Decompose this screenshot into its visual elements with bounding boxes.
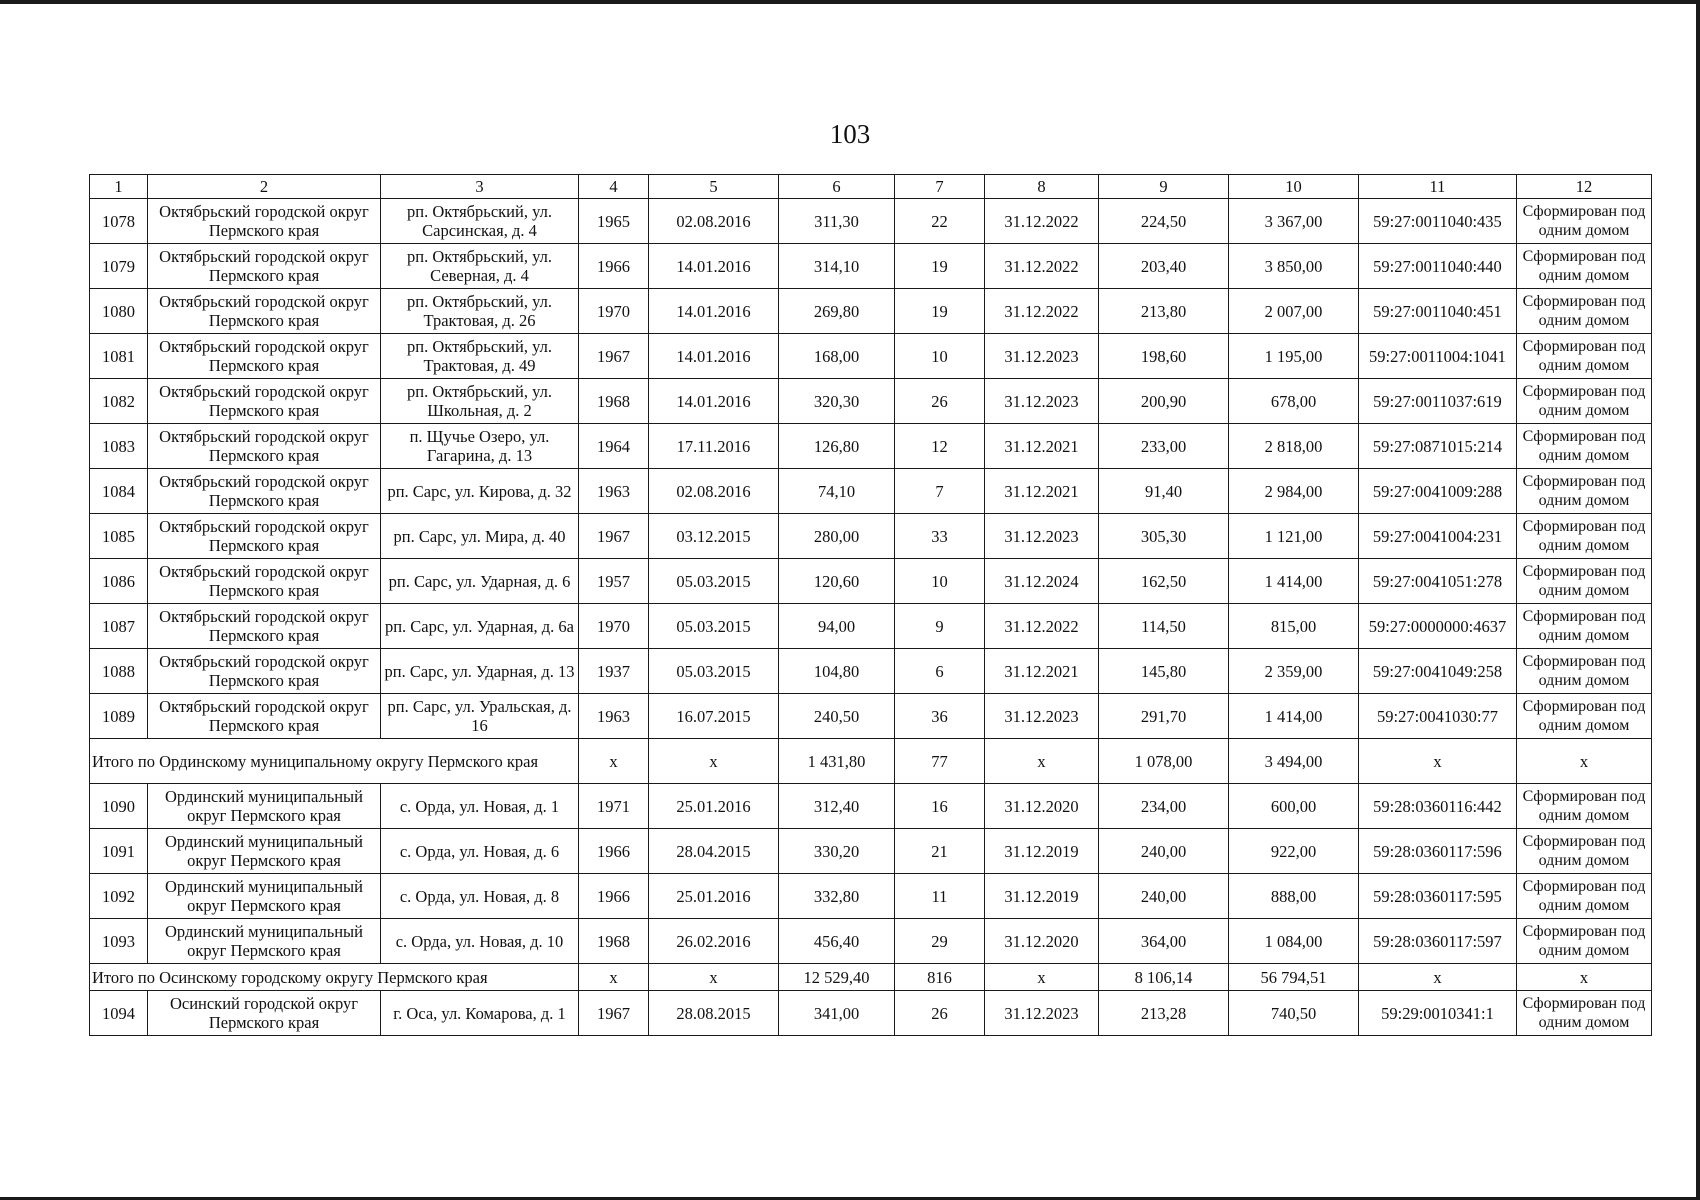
cell-address: рп. Сарс, ул. Мира, д. 40 xyxy=(381,514,579,559)
cell-land-area: 364,00 xyxy=(1099,919,1229,964)
cell-date: 05.03.2015 xyxy=(649,559,779,604)
cell-build-year: 1968 xyxy=(579,919,649,964)
cell-status: Сформирован под одним домом xyxy=(1517,199,1652,244)
cell-status: Сформирован под одним домом xyxy=(1517,649,1652,694)
cell-deadline: 31.12.2024 xyxy=(985,559,1099,604)
cell-land-area: 233,00 xyxy=(1099,424,1229,469)
cell-land-area: 305,30 xyxy=(1099,514,1229,559)
cell-cost: 1 414,00 xyxy=(1229,559,1359,604)
table-row xyxy=(90,874,1652,919)
column-header-1: 1 xyxy=(90,175,148,199)
subtotal-label: Итого по Осинскому городскому округу Пермского края xyxy=(90,964,579,991)
cell-cadastral-number: 59:27:0011037:619 xyxy=(1359,379,1517,424)
cell-municipality: Октябрьский городской округ Пермского края xyxy=(148,424,381,469)
cell-address: рп. Октябрьский, ул. Сарсинская, д. 4 xyxy=(381,199,579,244)
cell-date: 14.01.2016 xyxy=(649,289,779,334)
cell-municipality: Октябрьский городской округ Пермского края xyxy=(148,289,381,334)
cell-cost: 815,00 xyxy=(1229,604,1359,649)
cell-address: рп. Октябрьский, ул. Северная, д. 4 xyxy=(381,244,579,289)
cell-build-year: 1966 xyxy=(579,829,649,874)
cell-address: с. Орда, ул. Новая, д. 1 xyxy=(381,784,579,829)
cell-land-area: 291,70 xyxy=(1099,694,1229,739)
cell-land-area: 213,80 xyxy=(1099,289,1229,334)
cell-deadline: 31.12.2023 xyxy=(985,514,1099,559)
cell-deadline: 31.12.2021 xyxy=(985,469,1099,514)
subtotal-build-year: х xyxy=(579,964,649,991)
cell-residents: 16 xyxy=(895,784,985,829)
cell-municipality: Октябрьский городской округ Пермского края xyxy=(148,244,381,289)
table-row xyxy=(90,919,1652,964)
subtotal-status: х xyxy=(1517,964,1652,991)
cell-deadline: 31.12.2022 xyxy=(985,244,1099,289)
cell-date: 14.01.2016 xyxy=(649,244,779,289)
table-row xyxy=(90,649,1652,694)
cell-cost: 1 195,00 xyxy=(1229,334,1359,379)
cell-cadastral-number: 59:29:0010341:1 xyxy=(1359,991,1517,1036)
scan-border-right xyxy=(1696,0,1700,1200)
cell-build-year: 1967 xyxy=(579,991,649,1036)
column-header-2: 2 xyxy=(148,175,381,199)
table-row xyxy=(90,424,1652,469)
table-body xyxy=(90,175,1652,1036)
subtotal-label: Итого по Ординскому муниципальному округу Пермского края xyxy=(90,739,579,784)
cell-build-year: 1966 xyxy=(579,244,649,289)
cell-deadline: 31.12.2023 xyxy=(985,694,1099,739)
cell-row-number: 1087 xyxy=(90,604,148,649)
subtotal-status: х xyxy=(1517,739,1652,784)
cell-date: 02.08.2016 xyxy=(649,199,779,244)
cell-residents: 22 xyxy=(895,199,985,244)
cell-status: Сформирован под одним домом xyxy=(1517,829,1652,874)
cell-row-number: 1080 xyxy=(90,289,148,334)
cell-cadastral-number: 59:27:0041030:77 xyxy=(1359,694,1517,739)
cell-status: Сформирован под одним домом xyxy=(1517,289,1652,334)
cell-area: 74,10 xyxy=(779,469,895,514)
cell-cost: 600,00 xyxy=(1229,784,1359,829)
cell-land-area: 203,40 xyxy=(1099,244,1229,289)
subtotal-residents: 816 xyxy=(895,964,985,991)
column-header-6: 6 xyxy=(779,175,895,199)
column-header-10: 10 xyxy=(1229,175,1359,199)
subtotal-row xyxy=(90,739,1652,784)
column-header-9: 9 xyxy=(1099,175,1229,199)
cell-cadastral-number: 59:27:0011040:435 xyxy=(1359,199,1517,244)
cell-status: Сформирован под одним домом xyxy=(1517,784,1652,829)
cell-deadline: 31.12.2020 xyxy=(985,784,1099,829)
table-row xyxy=(90,784,1652,829)
cell-municipality: Октябрьский городской округ Пермского края xyxy=(148,379,381,424)
cell-cadastral-number: 59:28:0360117:596 xyxy=(1359,829,1517,874)
cell-area: 341,00 xyxy=(779,991,895,1036)
cell-residents: 7 xyxy=(895,469,985,514)
cell-row-number: 1079 xyxy=(90,244,148,289)
cell-date: 14.01.2016 xyxy=(649,379,779,424)
cell-deadline: 31.12.2022 xyxy=(985,289,1099,334)
cell-deadline: 31.12.2021 xyxy=(985,424,1099,469)
header-row xyxy=(90,175,1652,199)
cell-residents: 19 xyxy=(895,289,985,334)
cell-status: Сформирован под одним домом xyxy=(1517,514,1652,559)
cell-municipality: Октябрьский городской округ Пермского края xyxy=(148,199,381,244)
cell-deadline: 31.12.2023 xyxy=(985,379,1099,424)
cell-address: с. Орда, ул. Новая, д. 8 xyxy=(381,874,579,919)
subtotal-row xyxy=(90,964,1652,991)
cell-row-number: 1082 xyxy=(90,379,148,424)
table-row xyxy=(90,379,1652,424)
cell-cost: 1 414,00 xyxy=(1229,694,1359,739)
cell-cadastral-number: 59:27:0041049:258 xyxy=(1359,649,1517,694)
cell-build-year: 1967 xyxy=(579,334,649,379)
cell-row-number: 1083 xyxy=(90,424,148,469)
cell-date: 28.08.2015 xyxy=(649,991,779,1036)
cell-status: Сформирован под одним домом xyxy=(1517,874,1652,919)
cell-address: с. Орда, ул. Новая, д. 10 xyxy=(381,919,579,964)
subtotal-area: 12 529,40 xyxy=(779,964,895,991)
cell-address: рп. Сарс, ул. Ударная, д. 6а xyxy=(381,604,579,649)
cell-cost: 2 359,00 xyxy=(1229,649,1359,694)
cell-cadastral-number: 59:27:0041051:278 xyxy=(1359,559,1517,604)
subtotal-cost: 56 794,51 xyxy=(1229,964,1359,991)
cell-area: 168,00 xyxy=(779,334,895,379)
cell-area: 314,10 xyxy=(779,244,895,289)
cell-build-year: 1970 xyxy=(579,289,649,334)
registry-table xyxy=(89,174,1652,1036)
cell-cadastral-number: 59:27:0011040:440 xyxy=(1359,244,1517,289)
cell-address: рп. Октябрьский, ул. Трактовая, д. 26 xyxy=(381,289,579,334)
cell-residents: 26 xyxy=(895,991,985,1036)
cell-row-number: 1093 xyxy=(90,919,148,964)
column-header-11: 11 xyxy=(1359,175,1517,199)
cell-land-area: 240,00 xyxy=(1099,829,1229,874)
cell-date: 14.01.2016 xyxy=(649,334,779,379)
cell-build-year: 1963 xyxy=(579,694,649,739)
cell-deadline: 31.12.2023 xyxy=(985,991,1099,1036)
subtotal-build-year: х xyxy=(579,739,649,784)
subtotal-land-area: 1 078,00 xyxy=(1099,739,1229,784)
cell-residents: 19 xyxy=(895,244,985,289)
cell-cadastral-number: 59:28:0360117:595 xyxy=(1359,874,1517,919)
cell-build-year: 1963 xyxy=(579,469,649,514)
cell-area: 104,80 xyxy=(779,649,895,694)
cell-municipality: Октябрьский городской округ Пермского края xyxy=(148,514,381,559)
cell-deadline: 31.12.2022 xyxy=(985,199,1099,244)
cell-address: рп. Сарс, ул. Уральская, д. 16 xyxy=(381,694,579,739)
cell-land-area: 224,50 xyxy=(1099,199,1229,244)
cell-area: 240,50 xyxy=(779,694,895,739)
cell-date: 26.02.2016 xyxy=(649,919,779,964)
cell-area: 320,30 xyxy=(779,379,895,424)
cell-status: Сформирован под одним домом xyxy=(1517,424,1652,469)
cell-residents: 10 xyxy=(895,334,985,379)
cell-row-number: 1094 xyxy=(90,991,148,1036)
cell-build-year: 1968 xyxy=(579,379,649,424)
cell-land-area: 91,40 xyxy=(1099,469,1229,514)
cell-area: 330,20 xyxy=(779,829,895,874)
cell-row-number: 1084 xyxy=(90,469,148,514)
cell-residents: 21 xyxy=(895,829,985,874)
cell-build-year: 1937 xyxy=(579,649,649,694)
cell-cadastral-number: 59:27:0871015:214 xyxy=(1359,424,1517,469)
cell-municipality: Октябрьский городской округ Пермского края xyxy=(148,604,381,649)
cell-land-area: 200,90 xyxy=(1099,379,1229,424)
cell-cadastral-number: 59:28:0360116:442 xyxy=(1359,784,1517,829)
cell-residents: 33 xyxy=(895,514,985,559)
table-row xyxy=(90,244,1652,289)
cell-residents: 12 xyxy=(895,424,985,469)
cell-cadastral-number: 59:27:0041009:288 xyxy=(1359,469,1517,514)
subtotal-residents: 77 xyxy=(895,739,985,784)
cell-status: Сформирован под одним домом xyxy=(1517,919,1652,964)
cell-municipality: Ординский муниципальный округ Пермского края xyxy=(148,919,381,964)
table-row xyxy=(90,694,1652,739)
cell-municipality: Ординский муниципальный округ Пермского края xyxy=(148,784,381,829)
cell-area: 312,40 xyxy=(779,784,895,829)
cell-cadastral-number: 59:28:0360117:597 xyxy=(1359,919,1517,964)
cell-municipality: Октябрьский городской округ Пермского края xyxy=(148,469,381,514)
cell-municipality: Октябрьский городской округ Пермского края xyxy=(148,694,381,739)
column-header-7: 7 xyxy=(895,175,985,199)
cell-address: рп. Сарс, ул. Ударная, д. 13 xyxy=(381,649,579,694)
table-row xyxy=(90,559,1652,604)
cell-area: 311,30 xyxy=(779,199,895,244)
cell-land-area: 114,50 xyxy=(1099,604,1229,649)
cell-date: 28.04.2015 xyxy=(649,829,779,874)
cell-date: 17.11.2016 xyxy=(649,424,779,469)
subtotal-cadastral-number: х xyxy=(1359,964,1517,991)
cell-cost: 678,00 xyxy=(1229,379,1359,424)
subtotal-cost: 3 494,00 xyxy=(1229,739,1359,784)
cell-cost: 3 367,00 xyxy=(1229,199,1359,244)
cell-status: Сформирован под одним домом xyxy=(1517,379,1652,424)
subtotal-date: х xyxy=(649,964,779,991)
cell-address: с. Орда, ул. Новая, д. 6 xyxy=(381,829,579,874)
cell-municipality: Октябрьский городской округ Пермского края xyxy=(148,334,381,379)
cell-municipality: Октябрьский городской округ Пермского края xyxy=(148,559,381,604)
cell-area: 94,00 xyxy=(779,604,895,649)
table-row xyxy=(90,991,1652,1036)
subtotal-area: 1 431,80 xyxy=(779,739,895,784)
cell-land-area: 234,00 xyxy=(1099,784,1229,829)
cell-land-area: 162,50 xyxy=(1099,559,1229,604)
cell-date: 25.01.2016 xyxy=(649,784,779,829)
cell-cost: 1 084,00 xyxy=(1229,919,1359,964)
cell-build-year: 1966 xyxy=(579,874,649,919)
subtotal-deadline: х xyxy=(985,964,1099,991)
cell-date: 02.08.2016 xyxy=(649,469,779,514)
cell-municipality: Ординский муниципальный округ Пермского края xyxy=(148,874,381,919)
cell-area: 280,00 xyxy=(779,514,895,559)
cell-cost: 3 850,00 xyxy=(1229,244,1359,289)
cell-date: 05.03.2015 xyxy=(649,604,779,649)
cell-cadastral-number: 59:27:0041004:231 xyxy=(1359,514,1517,559)
cell-cost: 2 007,00 xyxy=(1229,289,1359,334)
cell-cadastral-number: 59:27:0011004:1041 xyxy=(1359,334,1517,379)
cell-row-number: 1085 xyxy=(90,514,148,559)
cell-build-year: 1957 xyxy=(579,559,649,604)
cell-cadastral-number: 59:27:0011040:451 xyxy=(1359,289,1517,334)
cell-address: рп. Октябрьский, ул. Школьная, д. 2 xyxy=(381,379,579,424)
cell-address: рп. Сарс, ул. Кирова, д. 32 xyxy=(381,469,579,514)
cell-cost: 2 984,00 xyxy=(1229,469,1359,514)
subtotal-deadline: х xyxy=(985,739,1099,784)
subtotal-cadastral-number: х xyxy=(1359,739,1517,784)
cell-deadline: 31.12.2021 xyxy=(985,649,1099,694)
page-number: 103 xyxy=(829,119,871,149)
cell-residents: 9 xyxy=(895,604,985,649)
cell-date: 25.01.2016 xyxy=(649,874,779,919)
cell-residents: 6 xyxy=(895,649,985,694)
cell-build-year: 1964 xyxy=(579,424,649,469)
cell-residents: 10 xyxy=(895,559,985,604)
cell-row-number: 1088 xyxy=(90,649,148,694)
subtotal-land-area: 8 106,14 xyxy=(1099,964,1229,991)
cell-status: Сформирован под одним домом xyxy=(1517,469,1652,514)
cell-row-number: 1091 xyxy=(90,829,148,874)
cell-area: 269,80 xyxy=(779,289,895,334)
table-row xyxy=(90,829,1652,874)
cell-address: рп. Октябрьский, ул. Трактовая, д. 49 xyxy=(381,334,579,379)
table-row xyxy=(90,334,1652,379)
cell-cost: 888,00 xyxy=(1229,874,1359,919)
cell-deadline: 31.12.2019 xyxy=(985,874,1099,919)
cell-municipality: Ординский муниципальный округ Пермского края xyxy=(148,829,381,874)
cell-residents: 36 xyxy=(895,694,985,739)
scan-border-top xyxy=(0,0,1700,4)
cell-row-number: 1078 xyxy=(90,199,148,244)
cell-address: п. Щучье Озеро, ул. Гагарина, д. 13 xyxy=(381,424,579,469)
cell-area: 332,80 xyxy=(779,874,895,919)
cell-cost: 1 121,00 xyxy=(1229,514,1359,559)
cell-build-year: 1970 xyxy=(579,604,649,649)
cell-land-area: 145,80 xyxy=(1099,649,1229,694)
cell-row-number: 1092 xyxy=(90,874,148,919)
cell-deadline: 31.12.2019 xyxy=(985,829,1099,874)
cell-deadline: 31.12.2023 xyxy=(985,334,1099,379)
table-row xyxy=(90,199,1652,244)
cell-land-area: 240,00 xyxy=(1099,874,1229,919)
cell-status: Сформирован под одним домом xyxy=(1517,694,1652,739)
table-row xyxy=(90,604,1652,649)
cell-deadline: 31.12.2022 xyxy=(985,604,1099,649)
column-header-8: 8 xyxy=(985,175,1099,199)
table-row xyxy=(90,514,1652,559)
cell-deadline: 31.12.2020 xyxy=(985,919,1099,964)
cell-row-number: 1086 xyxy=(90,559,148,604)
column-header-5: 5 xyxy=(649,175,779,199)
cell-land-area: 198,60 xyxy=(1099,334,1229,379)
cell-row-number: 1089 xyxy=(90,694,148,739)
subtotal-date: х xyxy=(649,739,779,784)
cell-cost: 2 818,00 xyxy=(1229,424,1359,469)
table-row xyxy=(90,289,1652,334)
cell-build-year: 1967 xyxy=(579,514,649,559)
cell-row-number: 1081 xyxy=(90,334,148,379)
cell-status: Сформирован под одним домом xyxy=(1517,334,1652,379)
cell-status: Сформирован под одним домом xyxy=(1517,604,1652,649)
cell-municipality: Осинский городской округ Пермского края xyxy=(148,991,381,1036)
cell-address: г. Оса, ул. Комарова, д. 1 xyxy=(381,991,579,1036)
column-header-4: 4 xyxy=(579,175,649,199)
cell-date: 16.07.2015 xyxy=(649,694,779,739)
cell-area: 120,60 xyxy=(779,559,895,604)
cell-cadastral-number: 59:27:0000000:4637 xyxy=(1359,604,1517,649)
cell-address: рп. Сарс, ул. Ударная, д. 6 xyxy=(381,559,579,604)
cell-residents: 11 xyxy=(895,874,985,919)
cell-land-area: 213,28 xyxy=(1099,991,1229,1036)
cell-date: 05.03.2015 xyxy=(649,649,779,694)
cell-cost: 740,50 xyxy=(1229,991,1359,1036)
cell-row-number: 1090 xyxy=(90,784,148,829)
cell-status: Сформирован под одним домом xyxy=(1517,559,1652,604)
column-header-3: 3 xyxy=(381,175,579,199)
cell-status: Сформирован под одним домом xyxy=(1517,991,1652,1036)
cell-area: 456,40 xyxy=(779,919,895,964)
cell-residents: 26 xyxy=(895,379,985,424)
cell-municipality: Октябрьский городской округ Пермского края xyxy=(148,649,381,694)
cell-build-year: 1965 xyxy=(579,199,649,244)
cell-date: 03.12.2015 xyxy=(649,514,779,559)
table-row xyxy=(90,469,1652,514)
cell-residents: 29 xyxy=(895,919,985,964)
cell-area: 126,80 xyxy=(779,424,895,469)
cell-status: Сформирован под одним домом xyxy=(1517,244,1652,289)
cell-build-year: 1971 xyxy=(579,784,649,829)
cell-cost: 922,00 xyxy=(1229,829,1359,874)
column-header-12: 12 xyxy=(1517,175,1652,199)
